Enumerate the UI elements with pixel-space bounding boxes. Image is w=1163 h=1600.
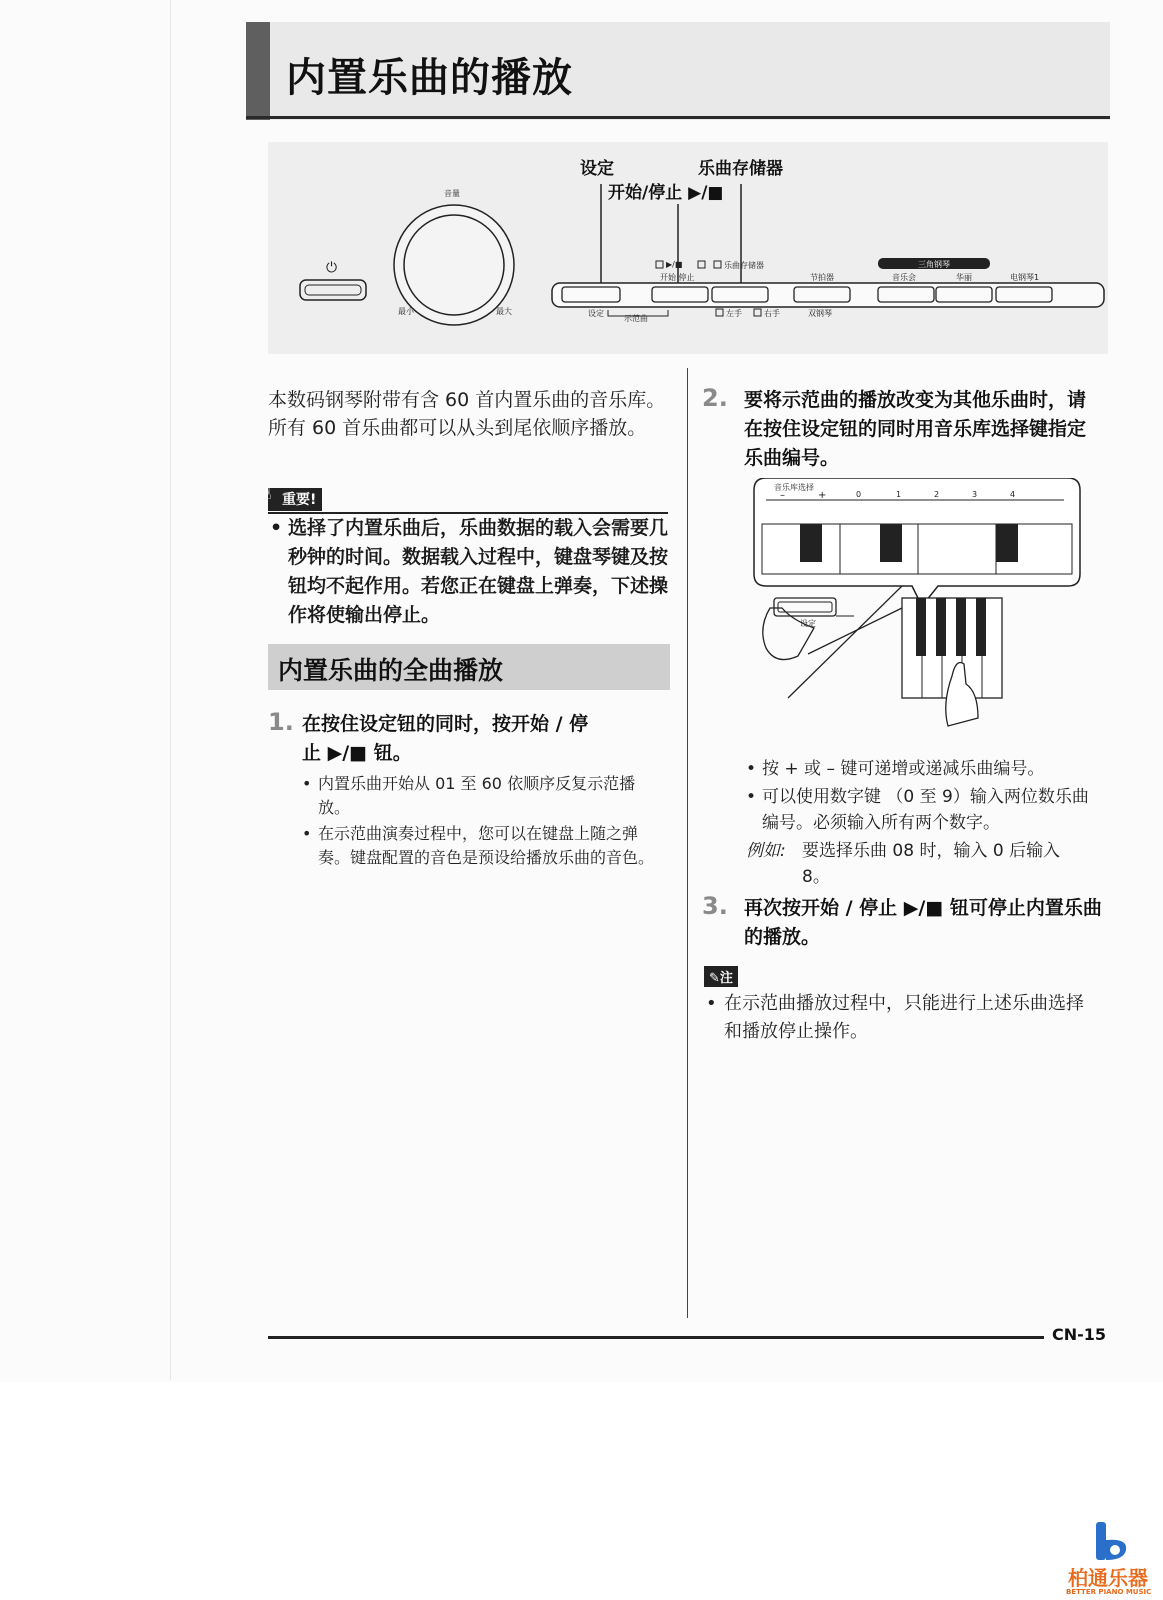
volume-label: 音量 (444, 189, 460, 198)
footer-rule (268, 1336, 1044, 1339)
important-header (262, 484, 668, 514)
example-text: 要选择乐曲 08 时，输入 0 后输入 8。 (802, 841, 1061, 887)
logo-en-text: BETTER PIANO MUSIC (1066, 1588, 1152, 1596)
library-digit-1: 1 (896, 490, 902, 499)
note-label: 注 (719, 971, 733, 986)
note-bullet: • 在示范曲播放过程中，只能进行上述乐曲选择和播放停止操作。 (706, 990, 1086, 1046)
right-hand-label: 右手 (764, 309, 780, 318)
step2-sub2: • 可以使用数字键 （0 至 9）输入两位数乐曲编号。必须输入所有两个数字。 (746, 784, 1090, 836)
dual-label: 双钢琴 (808, 309, 832, 318)
settings-small-label: 设定 (588, 309, 604, 318)
page-number: CN-15 (1052, 1325, 1107, 1344)
left-hand-indicator (716, 309, 723, 316)
callout-settings: 设定 (580, 159, 614, 179)
intro-paragraph: 本数码钢琴附带有含 60 首内置乐曲的音乐库。所有 60 首乐曲都可以从头到尾依顺序播放。 (268, 389, 666, 439)
step1-line1: 在按住设定钮的同时，按开始 / 停 (302, 713, 589, 735)
page-title: 内置乐曲的播放 (286, 55, 573, 101)
step2-sub1: • 按 + 或 – 键可递增或递减乐曲编号。 (746, 756, 1090, 782)
title-bar (246, 22, 1110, 120)
grand-piano-label: 三角钢琴 (918, 260, 950, 269)
memory-indicator (714, 261, 721, 268)
play-stop-marks: ▶/■ (666, 260, 683, 269)
left-hand-label: 左手 (726, 309, 742, 318)
important-badge (262, 484, 322, 511)
illustration-drawing (752, 478, 1082, 743)
step1-sub1: • 内置乐曲开始从 01 至 60 依顺序反复示范播放。 (302, 772, 662, 820)
note-badge (704, 966, 738, 987)
library-digit-2: 2 (934, 490, 940, 499)
play-indicator (656, 261, 663, 268)
illus-settings-label: 设定 (800, 619, 816, 628)
step1-sub2: • 在示范曲演奏过程中，您可以在键盘上随之弹奏。键盘配置的音色是预设给播放乐曲的音色。 (302, 822, 662, 870)
logo-cn-text: 柏通乐器 (1068, 1566, 1148, 1590)
library-digit-3: 3 (972, 490, 978, 499)
step1-subs (302, 772, 662, 872)
title-accent (246, 22, 270, 120)
settings-button-illus (774, 598, 836, 616)
note-body (706, 990, 1086, 1046)
callout-song-memory: 乐曲存储器 (698, 159, 783, 179)
library-digit-4: 4 (1010, 490, 1016, 499)
library-plus: + (818, 490, 827, 501)
control-panel-diagram (268, 142, 1108, 354)
pencil-icon: ✎ (709, 971, 720, 986)
important-body (270, 514, 670, 630)
bubble-black-key-3 (996, 524, 1018, 562)
pointer-line-1 (788, 586, 902, 698)
step3-number: 3. (702, 892, 728, 920)
library-select-label: 音乐库选择 (774, 483, 814, 492)
hand-icon: ☝ (262, 484, 272, 503)
step2-text: 要将示范曲的播放改变为其他乐曲时，请在按住设定钮的同时用音乐库选择键指定乐曲编号。 (744, 389, 1087, 469)
power-button-outline (300, 280, 366, 300)
section-bar (268, 644, 670, 690)
step1-line2: 止 ▶/■ 钮。 (302, 742, 412, 764)
brilliant-label: 华丽 (956, 273, 972, 282)
library-minus: – (780, 490, 785, 501)
important-label: 重要! (282, 492, 317, 508)
bubble-black-key-2 (880, 524, 902, 562)
power-button-inner (305, 285, 361, 295)
callout-start-stop: 开始/停止 ▶/■ (608, 183, 724, 203)
library-digit-0: 0 (856, 490, 862, 499)
concert-label: 音乐会 (892, 273, 916, 282)
epiano-label: 电钢琴1 (1010, 273, 1040, 282)
metronome-label: 节拍器 (810, 273, 834, 282)
title-rule (246, 116, 1110, 119)
pointer-line-2 (808, 608, 902, 654)
step1-text (302, 710, 662, 768)
paper-edge (170, 0, 171, 1380)
step2-example (746, 838, 1090, 890)
step2-subs (746, 756, 1090, 890)
logo-mark (1090, 1520, 1134, 1564)
bubble-black-key-1 (800, 524, 822, 562)
volume-min-label: 最小 (398, 307, 414, 316)
panel-drawing (268, 142, 1108, 354)
song-memory-small-label: 乐曲存储器 (724, 261, 764, 270)
start-stop-small-label: 开始 停止 (660, 273, 695, 282)
important-bullet: • 选择了内置乐曲后，乐曲数据的载入会需要几秒钟的时间。数据载入过程中，键盘琴键及按钮均不起作用。若您正在键盘上弹奏，下述操作将使输出停止。 (270, 514, 670, 630)
step1-number: 1. (268, 708, 294, 736)
step2-number: 2. (702, 384, 728, 412)
example-label: 例如: (746, 841, 786, 861)
section-title: 内置乐曲的全曲播放 (278, 656, 504, 685)
power-icon: ⏻ (326, 260, 338, 276)
stop-indicator (698, 261, 705, 268)
volume-max-label: 最大 (496, 307, 512, 316)
scan-margin (0, 1382, 1163, 1600)
right-hand-indicator (754, 309, 761, 316)
column-divider (687, 368, 688, 1318)
keyboard-illustration (752, 478, 1082, 743)
demo-label: 示范曲 (624, 314, 648, 323)
step3-text: 再次按开始 / 停止 ▶/■ 钮可停止内置乐曲的播放。 (744, 897, 1102, 948)
brand-logo (1066, 1520, 1161, 1600)
